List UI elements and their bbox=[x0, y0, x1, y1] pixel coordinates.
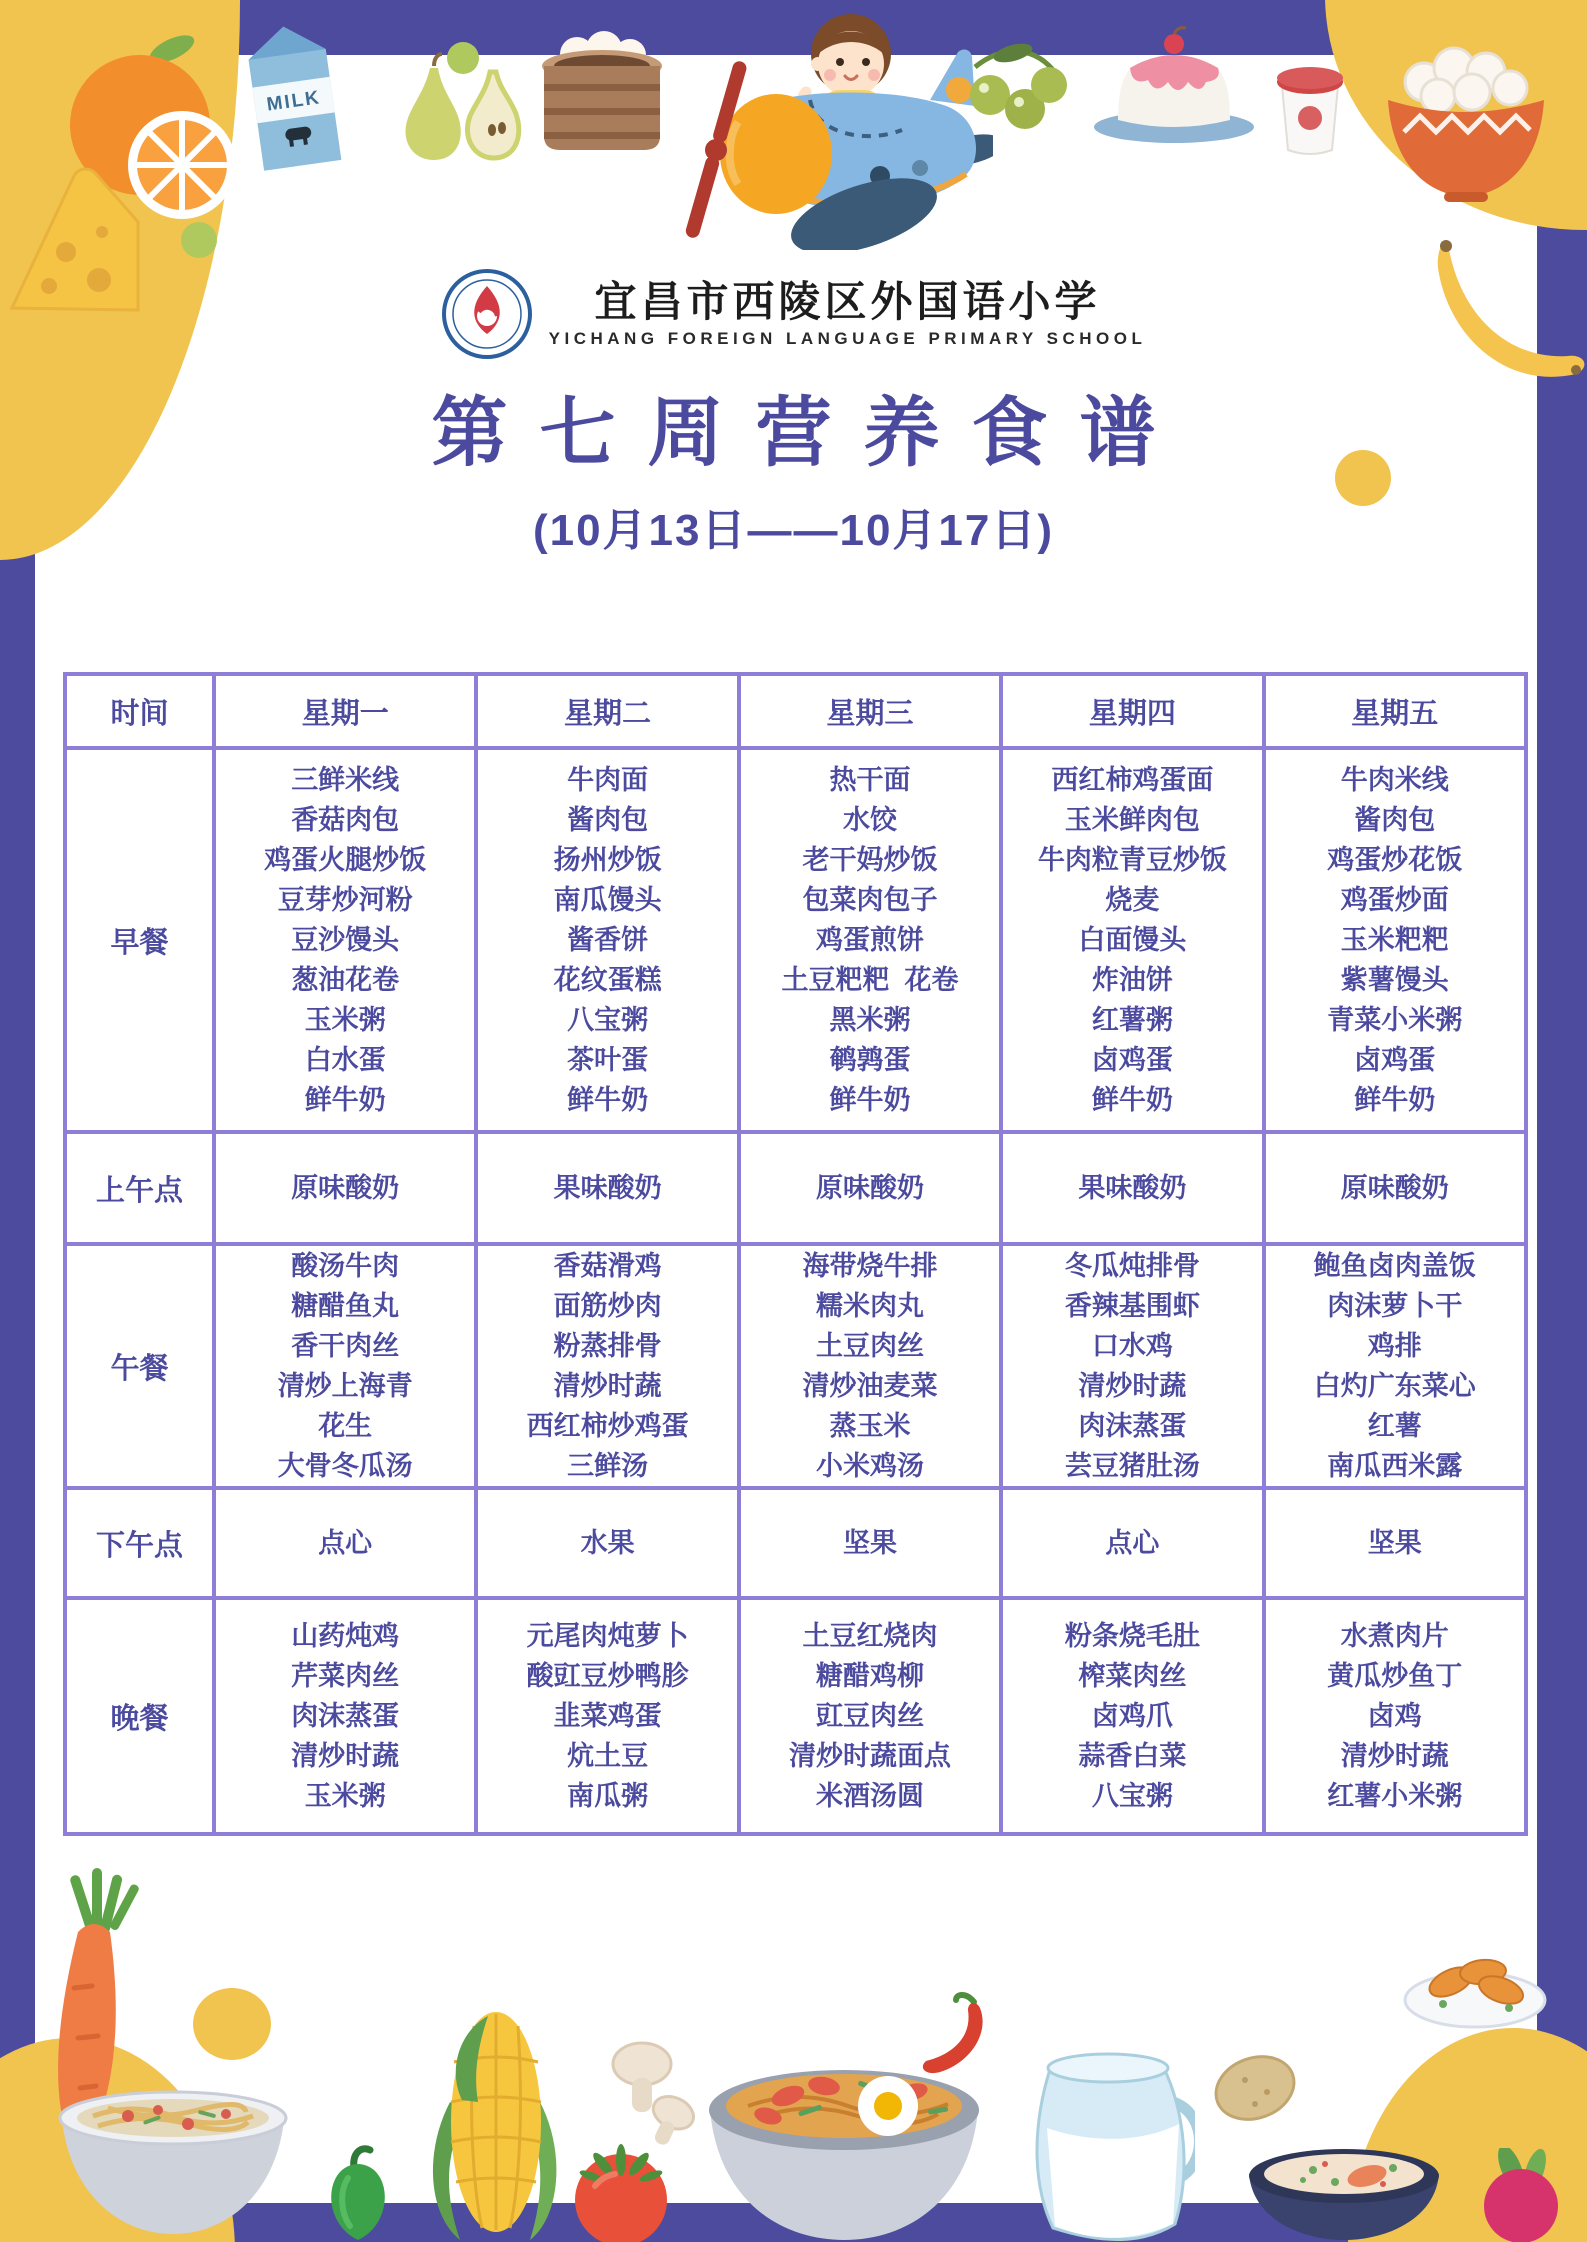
row-label-1: 上午点 bbox=[67, 1134, 216, 1246]
menu-item: 鸡蛋炒面 bbox=[1340, 885, 1449, 915]
menu-item: 红薯 bbox=[1367, 1411, 1422, 1441]
menu-item: 卤鸡爪 bbox=[1091, 1701, 1173, 1731]
menu-item: 牛肉粒青豆炒饭 bbox=[1037, 845, 1227, 875]
menu-cell-r0-c4 bbox=[1266, 750, 1528, 1134]
menu-item: 米酒汤圆 bbox=[815, 1781, 924, 1811]
menu-cell-r4-c1 bbox=[478, 1600, 740, 1836]
tomato-icon bbox=[555, 2142, 687, 2242]
menu-item: 鹌鹑蛋 bbox=[829, 1045, 911, 1075]
menu-cell-r4-c3 bbox=[1003, 1600, 1265, 1836]
menu-item: 点心 bbox=[1105, 1528, 1160, 1558]
menu-item: 豆芽炒河粉 bbox=[277, 885, 413, 915]
menu-item: 糯米肉丸 bbox=[815, 1291, 924, 1321]
menu-item: 香菇肉包 bbox=[291, 805, 400, 835]
column-header-day-2: 星期二 bbox=[478, 676, 740, 750]
menu-cell-r0-c2 bbox=[741, 750, 1003, 1134]
menu-item: 酸汤牛肉 bbox=[291, 1251, 400, 1281]
menu-item: 热干面 bbox=[829, 765, 911, 795]
menu-item: 清炒上海青 bbox=[277, 1371, 413, 1401]
menu-item: 烧麦 bbox=[1105, 885, 1160, 915]
potato-icon bbox=[1213, 2042, 1297, 2134]
column-header-day-5: 星期五 bbox=[1266, 676, 1528, 750]
column-header-day-1: 星期一 bbox=[216, 676, 478, 750]
menu-item: 红薯小米粥 bbox=[1327, 1781, 1463, 1811]
menu-item: 牛肉面 bbox=[567, 765, 649, 795]
menu-item: 鲜牛奶 bbox=[1091, 1085, 1173, 1115]
pudding-icon bbox=[1090, 24, 1258, 146]
menu-item: 酱香饼 bbox=[567, 925, 649, 955]
menu-cell-r1-c4 bbox=[1266, 1134, 1528, 1246]
menu-cell-r1-c2 bbox=[741, 1134, 1003, 1246]
menu-item: 肉沫蒸蛋 bbox=[1078, 1411, 1187, 1441]
menu-cell-r2-c1 bbox=[478, 1246, 740, 1490]
menu-item: 豆沙馒头 bbox=[291, 925, 400, 955]
menu-item: 糖醋鸡柳 bbox=[815, 1661, 924, 1691]
menu-item: 果味酸奶 bbox=[1078, 1173, 1187, 1203]
menu-item: 紫薯馒头 bbox=[1340, 965, 1449, 995]
date-range-subtitle: (10月13日——10月17日) bbox=[532, 506, 1055, 555]
menu-cell-r3-c0 bbox=[216, 1490, 478, 1600]
milk-carton-icon bbox=[236, 16, 351, 176]
menu-item: 水饺 bbox=[842, 805, 897, 835]
menu-item: 八宝粥 bbox=[1091, 1781, 1173, 1811]
noodle-bowl-center-icon bbox=[698, 2048, 990, 2242]
menu-cell-r3-c1 bbox=[478, 1490, 740, 1600]
yogurt-cup-icon bbox=[1274, 60, 1346, 158]
menu-item: 南瓜馒头 bbox=[553, 885, 662, 915]
pear-icon bbox=[378, 50, 533, 175]
menu-cell-r2-c4 bbox=[1266, 1246, 1528, 1490]
menu-item: 鲜牛奶 bbox=[567, 1085, 649, 1115]
milk-jug-icon bbox=[1013, 2032, 1195, 2242]
mushrooms-icon bbox=[610, 2040, 695, 2150]
green-pepper-icon bbox=[320, 2140, 398, 2242]
school-name-zh: 宜昌市西陵区外国语小学 bbox=[594, 276, 1101, 326]
menu-item: 西红柿炒鸡蛋 bbox=[526, 1411, 689, 1441]
menu-item: 鸡蛋火腿炒饭 bbox=[264, 845, 427, 875]
menu-item: 白面馒头 bbox=[1078, 925, 1187, 955]
menu-cell-r1-c3 bbox=[1003, 1134, 1265, 1246]
menu-item: 卤鸡蛋 bbox=[1091, 1045, 1173, 1075]
menu-item: 清炒时蔬 bbox=[291, 1741, 400, 1771]
menu-item: 蒜香白菜 bbox=[1078, 1741, 1187, 1771]
menu-item: 酱肉包 bbox=[567, 805, 649, 835]
menu-item: 卤鸡 bbox=[1367, 1701, 1422, 1731]
menu-item: 黑米粥 bbox=[829, 1005, 911, 1035]
corn-icon bbox=[418, 1982, 570, 2242]
menu-item: 香菇滑鸡 bbox=[553, 1251, 662, 1281]
menu-item: 清炒时蔬 bbox=[1078, 1371, 1187, 1401]
menu-item: 清炒时蔬面点 bbox=[788, 1741, 951, 1771]
menu-item: 白灼广东菜心 bbox=[1313, 1371, 1476, 1401]
menu-item: 原味酸奶 bbox=[291, 1173, 400, 1203]
menu-item: 牛肉米线 bbox=[1340, 765, 1449, 795]
menu-item: 炸油饼 bbox=[1091, 965, 1173, 995]
menu-cell-r0-c1 bbox=[478, 750, 740, 1134]
menu-item: 山药炖鸡 bbox=[291, 1621, 400, 1651]
menu-item: 鸡蛋炒花饭 bbox=[1327, 845, 1463, 875]
menu-item: 三鲜米线 bbox=[291, 765, 400, 795]
menu-cell-r1-c0 bbox=[216, 1134, 478, 1246]
boy-airplane-icon bbox=[668, 2, 993, 250]
row-label-0: 早餐 bbox=[67, 750, 216, 1134]
row-label-2: 午餐 bbox=[67, 1246, 216, 1490]
school-name-en: YICHANG FOREIGN LANGUAGE PRIMARY SCHOOL bbox=[548, 329, 1147, 349]
menu-item: 香干肉丝 bbox=[291, 1331, 400, 1361]
menu-item: 玉米鲜肉包 bbox=[1064, 805, 1200, 835]
menu-item: 糖醋鱼丸 bbox=[291, 1291, 400, 1321]
menu-item: 炕土豆 bbox=[567, 1741, 649, 1771]
column-header-day-4: 星期四 bbox=[1003, 676, 1265, 750]
menu-item: 坚果 bbox=[1367, 1528, 1422, 1558]
menu-item: 冬瓜炖排骨 bbox=[1064, 1251, 1200, 1281]
menu-item: 青菜小米粥 bbox=[1327, 1005, 1463, 1035]
menu-item: 葱油花卷 bbox=[291, 965, 400, 995]
menu-item: 酸豇豆炒鸭胗 bbox=[526, 1661, 689, 1691]
menu-item: 豇豆肉丝 bbox=[815, 1701, 924, 1731]
menu-item: 三鲜汤 bbox=[567, 1451, 649, 1481]
menu-item: 蒸玉米 bbox=[829, 1411, 911, 1441]
menu-item: 鸡排 bbox=[1367, 1331, 1422, 1361]
menu-item: 红薯粥 bbox=[1091, 1005, 1173, 1035]
menu-cell-r4-c2 bbox=[741, 1600, 1003, 1836]
menu-item: 大骨冬瓜汤 bbox=[277, 1451, 413, 1481]
row-label-3: 下午点 bbox=[67, 1490, 216, 1600]
menu-table bbox=[63, 672, 1528, 1836]
menu-cell-r0-c3 bbox=[1003, 750, 1265, 1134]
menu-item: 肉沫蒸蛋 bbox=[291, 1701, 400, 1731]
menu-item: 鲜牛奶 bbox=[304, 1085, 386, 1115]
menu-item: 韭菜鸡蛋 bbox=[553, 1701, 662, 1731]
menu-cell-r3-c2 bbox=[741, 1490, 1003, 1600]
menu-item: 水果 bbox=[580, 1528, 635, 1558]
menu-cell-r2-c0 bbox=[216, 1246, 478, 1490]
menu-cell-r2-c2 bbox=[741, 1246, 1003, 1490]
menu-item: 元尾肉炖萝卜 bbox=[526, 1621, 689, 1651]
menu-item: 小米鸡汤 bbox=[815, 1451, 924, 1481]
menu-item: 玉米粑粑 bbox=[1340, 925, 1449, 955]
menu-cell-r3-c3 bbox=[1003, 1490, 1265, 1600]
menu-item: 南瓜粥 bbox=[567, 1781, 649, 1811]
menu-item: 芹菜肉丝 bbox=[291, 1661, 400, 1691]
menu-cell-r4-c0 bbox=[216, 1600, 478, 1836]
menu-item: 鲜牛奶 bbox=[829, 1085, 911, 1115]
menu-item: 鲍鱼卤肉盖饭 bbox=[1313, 1251, 1476, 1281]
menu-item: 粉蒸排骨 bbox=[553, 1331, 662, 1361]
rice-bowl-icon bbox=[1380, 16, 1552, 202]
menu-item: 鸡蛋煎饼 bbox=[815, 925, 924, 955]
menu-cell-r2-c3 bbox=[1003, 1246, 1265, 1490]
menu-item: 肉沫萝卜干 bbox=[1327, 1291, 1463, 1321]
menu-item: 原味酸奶 bbox=[815, 1173, 924, 1203]
menu-item: 清炒时蔬 bbox=[1340, 1741, 1449, 1771]
steamer-buns-icon bbox=[532, 22, 672, 154]
menu-item: 土豆红烧肉 bbox=[802, 1621, 938, 1651]
menu-item: 点心 bbox=[318, 1528, 373, 1558]
milk-label: MILK bbox=[265, 87, 323, 116]
menu-item: 口水鸡 bbox=[1091, 1331, 1173, 1361]
menu-item: 卤鸡蛋 bbox=[1354, 1045, 1436, 1075]
menu-item: 粉条烧毛肚 bbox=[1064, 1621, 1200, 1651]
column-header-time: 时间 bbox=[67, 676, 216, 750]
menu-item: 海带烧牛排 bbox=[802, 1251, 938, 1281]
page-title: 第七周营养食谱 bbox=[431, 391, 1188, 476]
menu-item: 包菜肉包子 bbox=[802, 885, 938, 915]
menu-cell-r4-c4 bbox=[1266, 1600, 1528, 1836]
menu-item: 面筋炒肉 bbox=[553, 1291, 662, 1321]
menu-item: 果味酸奶 bbox=[553, 1173, 662, 1203]
menu-item: 白水蛋 bbox=[304, 1045, 386, 1075]
yellow-ellipse-small bbox=[193, 1988, 271, 2060]
menu-item: 香辣基围虾 bbox=[1064, 1291, 1200, 1321]
menu-item: 鲜牛奶 bbox=[1354, 1085, 1436, 1115]
menu-item: 花纹蛋糕 bbox=[553, 965, 662, 995]
column-header-day-3: 星期三 bbox=[741, 676, 1003, 750]
menu-item: 南瓜西米露 bbox=[1327, 1451, 1463, 1481]
menu-item: 黄瓜炒鱼丁 bbox=[1327, 1661, 1463, 1691]
menu-item: 原味酸奶 bbox=[1340, 1173, 1449, 1203]
menu-item: 老干妈炒饭 bbox=[802, 845, 938, 875]
radish-icon bbox=[1473, 2148, 1571, 2242]
menu-cell-r0-c0 bbox=[216, 750, 478, 1134]
menu-item: 芸豆猪肚汤 bbox=[1064, 1451, 1200, 1481]
menu-item: 榨菜肉丝 bbox=[1078, 1661, 1187, 1691]
menu-item: 酱肉包 bbox=[1354, 805, 1436, 835]
menu-item: 土豆粑粑 花卷 bbox=[781, 965, 959, 995]
croissant-plate-icon bbox=[1403, 1922, 1549, 2034]
row-label-4: 晚餐 bbox=[67, 1600, 216, 1836]
noodle-bowl-left-icon bbox=[48, 2072, 298, 2242]
menu-cell-r3-c4 bbox=[1266, 1490, 1528, 1600]
menu-item: 水煮肉片 bbox=[1340, 1621, 1449, 1651]
soup-bowl-icon bbox=[1243, 2124, 1445, 2242]
menu-item: 八宝粥 bbox=[567, 1005, 649, 1035]
menu-item: 茶叶蛋 bbox=[567, 1045, 649, 1075]
menu-item: 西红柿鸡蛋面 bbox=[1051, 765, 1214, 795]
olives-icon bbox=[955, 33, 1073, 143]
menu-item: 花生 bbox=[318, 1411, 373, 1441]
menu-item: 扬州炒饭 bbox=[553, 845, 662, 875]
school-logo bbox=[441, 268, 533, 360]
menu-item: 玉米粥 bbox=[304, 1781, 386, 1811]
menu-cell-r1-c1 bbox=[478, 1134, 740, 1246]
menu-item: 坚果 bbox=[842, 1528, 897, 1558]
menu-item: 清炒油麦菜 bbox=[802, 1371, 938, 1401]
menu-item: 清炒时蔬 bbox=[553, 1371, 662, 1401]
menu-item: 玉米粥 bbox=[304, 1005, 386, 1035]
menu-item: 土豆肉丝 bbox=[815, 1331, 924, 1361]
